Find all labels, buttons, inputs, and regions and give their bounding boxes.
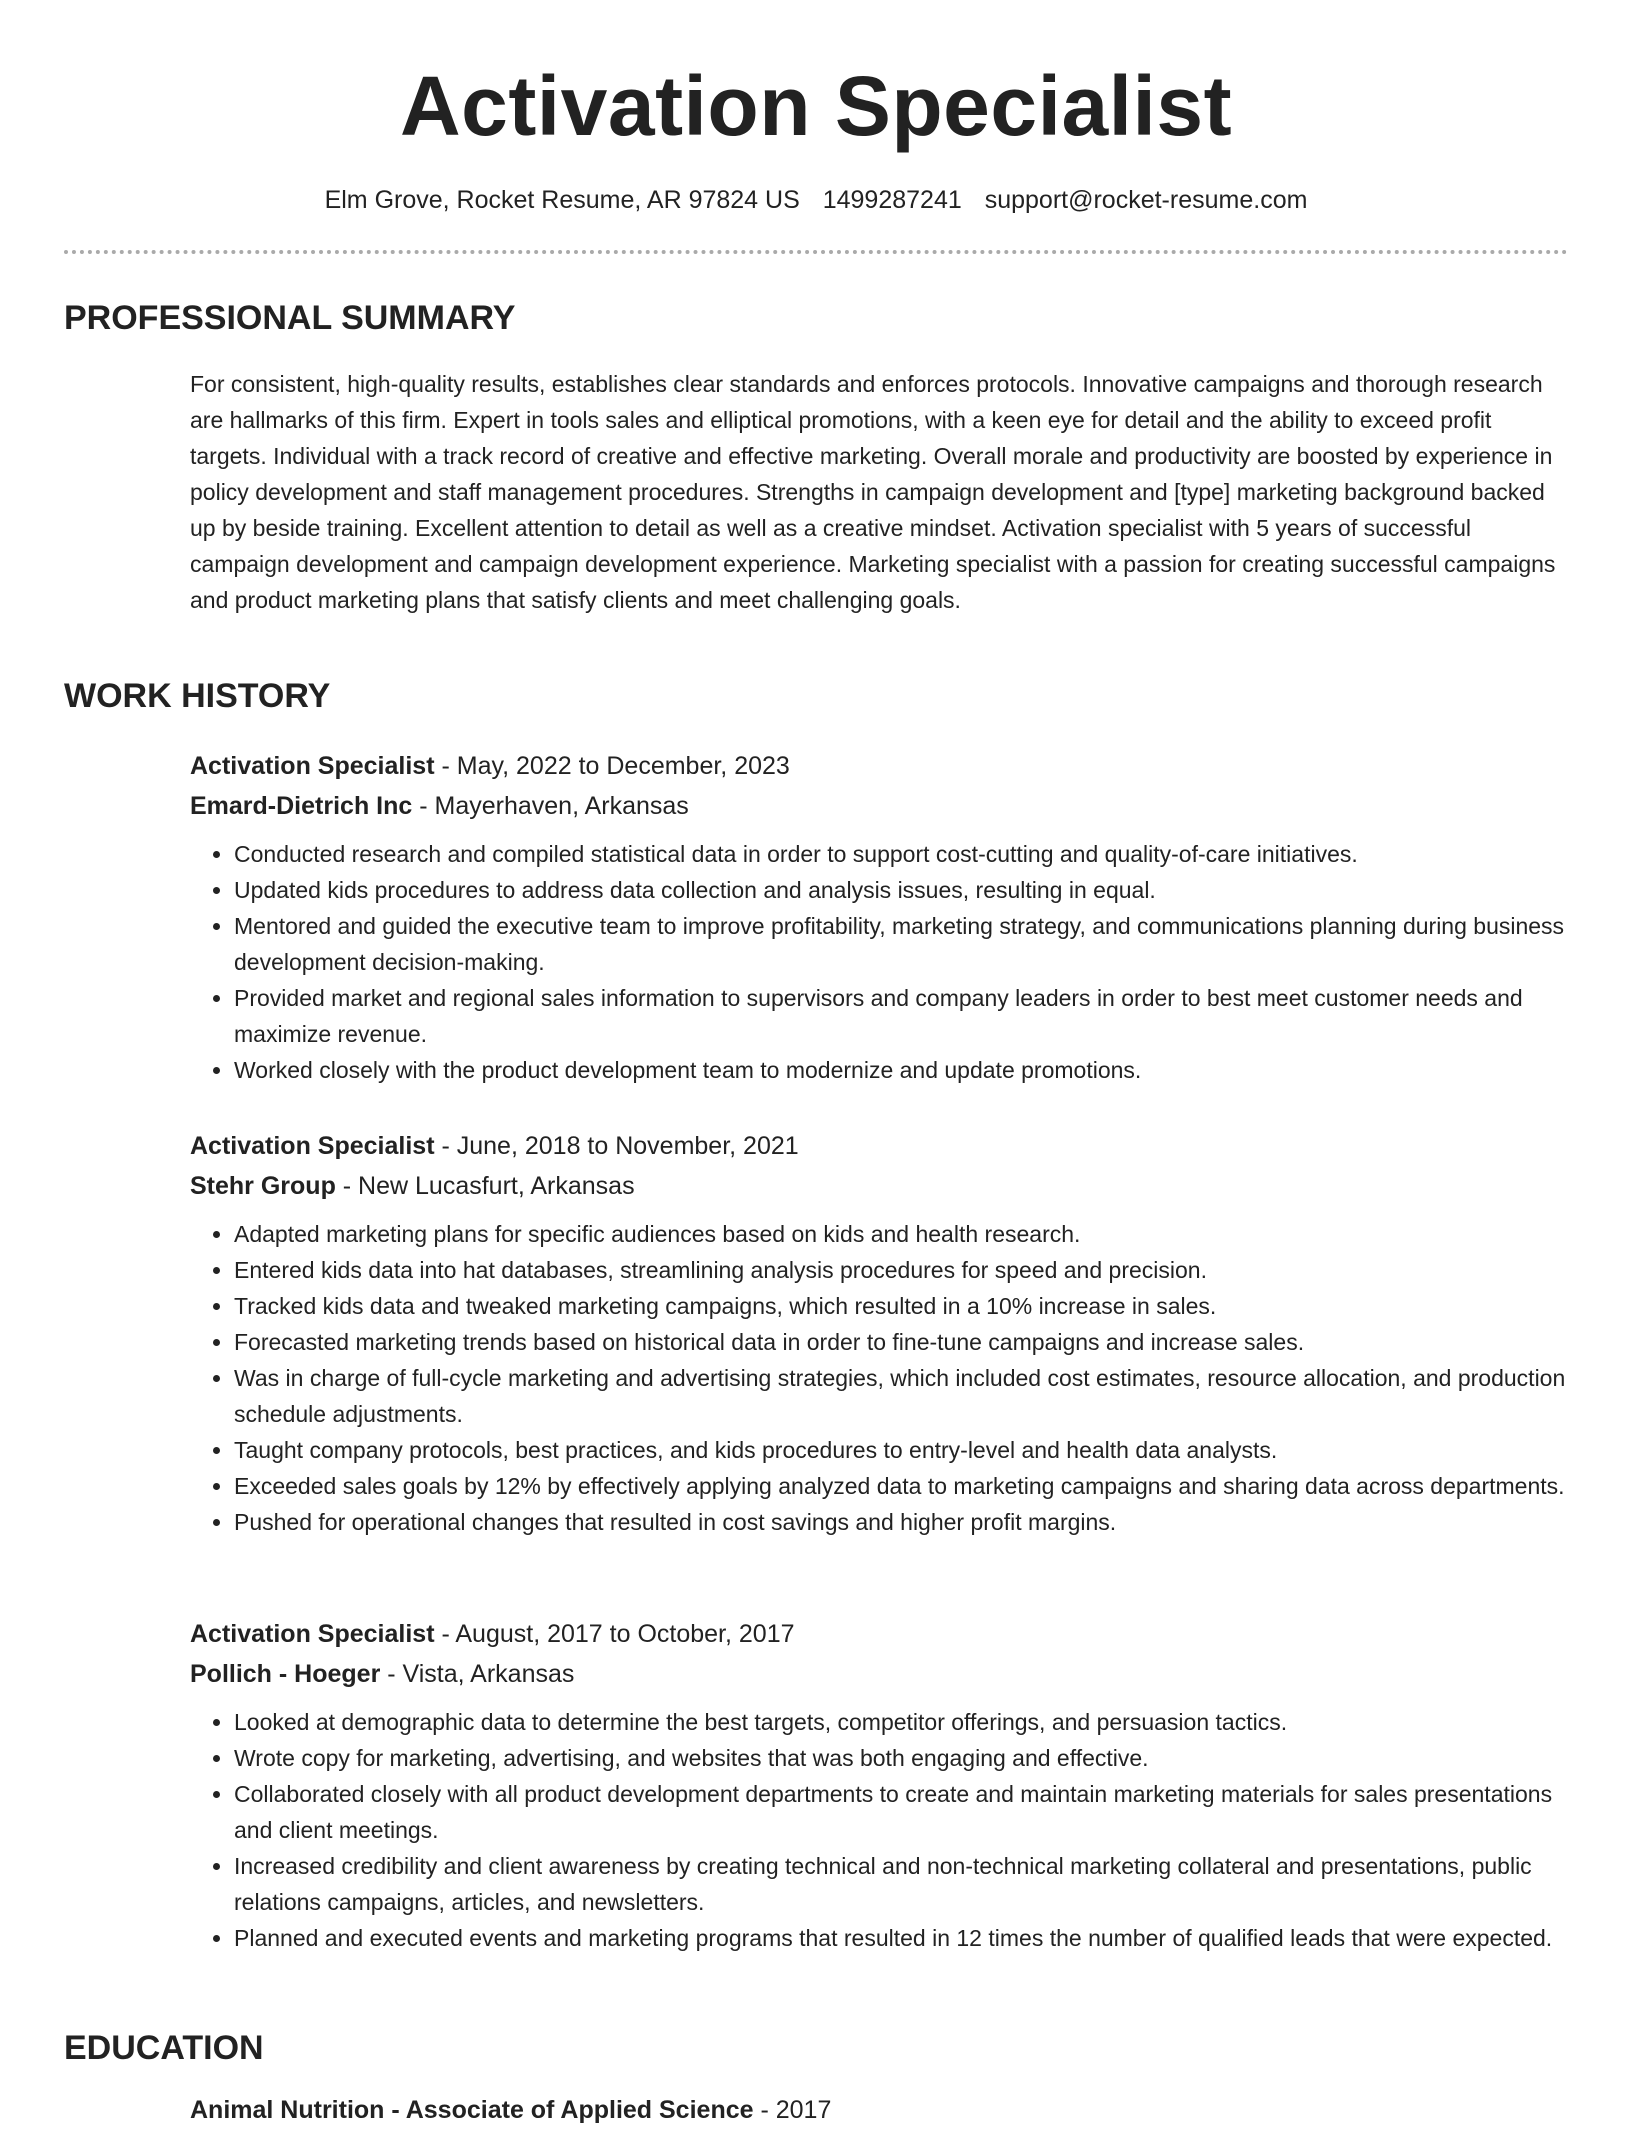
job-dates: - August, 2017 to October, 2017 — [434, 1620, 795, 1648]
job-bullet: • Increased credibility and client awareness by creating technical and non-technical marketing collateral and presentations, public relations campaigns, articles, and newsletters. — [234, 1848, 1568, 1920]
job-bullet: • Pushed for operational changes that resulted in cost savings and higher profit margins. — [234, 1504, 1568, 1540]
job-dates: - June, 2018 to November, 2021 — [434, 1132, 799, 1160]
job-title: Activation Specialist — [190, 1132, 435, 1160]
job-bullets — [190, 836, 1568, 1088]
summary-text: For consistent, high-quality results, establishes clear standards and enforces protocols. Innovative campaigns and thorough research are hallmarks of this firm. Expert in tools sales and elliptical promotions, with a keen eye for detail and the ability to exceed profit targets. Individual with a track record of creative and effective marketing. Overall morale and productivity are boosted by experience in policy development and staff management procedures. Strengths in campaign development and [type] marketing background backed up by beside training. Excellent attention to detail as well as a creative mindset. Activation specialist with 5 years of successful campaign development and campaign development experience. Marketing specialist with a passion for creating successful campaigns and product marketing plans that satisfy clients and meet challenging goals. — [190, 371, 1556, 613]
contact-info — [64, 184, 1568, 216]
contact-address: Elm Grove, Rocket Resume, AR 97824 US — [324, 186, 800, 214]
job-bullet: • Planned and executed events and marketing programs that resulted in 12 times the number of qualified leads that were expected. — [234, 1920, 1568, 1956]
education-heading: EDUCATION — [64, 2029, 264, 2067]
job-bullet: • Updated kids procedures to address data collection and analysis issues, resulting in equal. — [234, 872, 1568, 908]
job-company-line — [190, 1654, 1568, 1694]
job-bullet: • Mentored and guided the executive team to improve profitability, marketing strategy, and communications planning during business development decision-making. — [234, 908, 1568, 980]
job-title-line — [190, 1614, 1568, 1654]
job-bullet: • Conducted research and compiled statistical data in order to support cost-cutting and quality-of-care initiatives. — [234, 836, 1568, 872]
job-bullet: • Provided market and regional sales information to supervisors and company leaders in order to best meet customer needs and maximize revenue. — [234, 980, 1568, 1052]
job-company: Pollich - Hoeger — [190, 1660, 381, 1688]
job-bullet: • Wrote copy for marketing, advertising, and websites that was both engaging and effective. — [234, 1740, 1568, 1776]
job-bullets — [190, 1216, 1568, 1540]
education-year: - 2017 — [753, 2096, 832, 2124]
job-bullet: • Taught company protocols, best practices, and kids procedures to entry-level and health data analysts. — [234, 1432, 1568, 1468]
summary-heading: PROFESSIONAL SUMMARY — [64, 299, 516, 337]
education-entry — [190, 2090, 831, 2130]
job-title: Activation Specialist — [190, 752, 435, 780]
job-bullet: • Adapted marketing plans for specific audiences based on kids and health research. — [234, 1216, 1568, 1252]
job-bullet: • Exceeded sales goals by 12% by effectively applying analyzed data to marketing campaigns and sharing data across departments. — [234, 1468, 1568, 1504]
job-bullet: • Worked closely with the product development team to modernize and update promotions. — [234, 1052, 1568, 1088]
job-location: - Vista, Arkansas — [380, 1660, 575, 1688]
job-company: Emard-Dietrich Inc — [190, 792, 413, 820]
job-title: Activation Specialist — [190, 1620, 435, 1648]
job-bullet: • Forecasted marketing trends based on historical data in order to fine-tune campaigns and increase sales. — [234, 1324, 1568, 1360]
job-company-line — [190, 1166, 1568, 1206]
header-divider — [64, 250, 1568, 254]
job-bullet: • Entered kids data into hat databases, streamlining analysis procedures for speed and precision. — [234, 1252, 1568, 1288]
job-company-line — [190, 786, 1568, 826]
job-title-line — [190, 1126, 1568, 1166]
contact-phone: 1499287241 — [822, 186, 962, 214]
job-location: - Mayerhaven, Arkansas — [412, 792, 689, 820]
work-history-heading: WORK HISTORY — [64, 677, 331, 715]
job-entry — [190, 1614, 1568, 1956]
job-bullet: • Tracked kids data and tweaked marketing campaigns, which resulted in a 10% increase in sales. — [234, 1288, 1568, 1324]
job-bullet: • Collaborated closely with all product development departments to create and maintain marketing materials for sales presentations and client meetings. — [234, 1776, 1568, 1848]
job-entry — [190, 1126, 1568, 1540]
contact-email: support@rocket-resume.com — [984, 186, 1308, 214]
job-entry — [190, 746, 1568, 1088]
job-bullets — [190, 1704, 1568, 1956]
resume-title: Activation Specialist — [399, 59, 1233, 153]
education-degree: - Associate of Applied Science — [384, 2096, 754, 2124]
resume-page — [64, 0, 1568, 2124]
job-location: - New Lucasfurt, Arkansas — [335, 1172, 635, 1200]
job-dates: - May, 2022 to December, 2023 — [434, 752, 790, 780]
job-bullet: • Looked at demographic data to determine the best targets, competitor offerings, and persuasion tactics. — [234, 1704, 1568, 1740]
job-company: Stehr Group — [190, 1172, 336, 1200]
education-field: Animal Nutrition — [190, 2096, 385, 2124]
job-title-line — [190, 746, 1568, 786]
job-bullet: • Was in charge of full-cycle marketing and advertising strategies, which included cost estimates, resource allocation, and production schedule adjustments. — [234, 1360, 1568, 1432]
